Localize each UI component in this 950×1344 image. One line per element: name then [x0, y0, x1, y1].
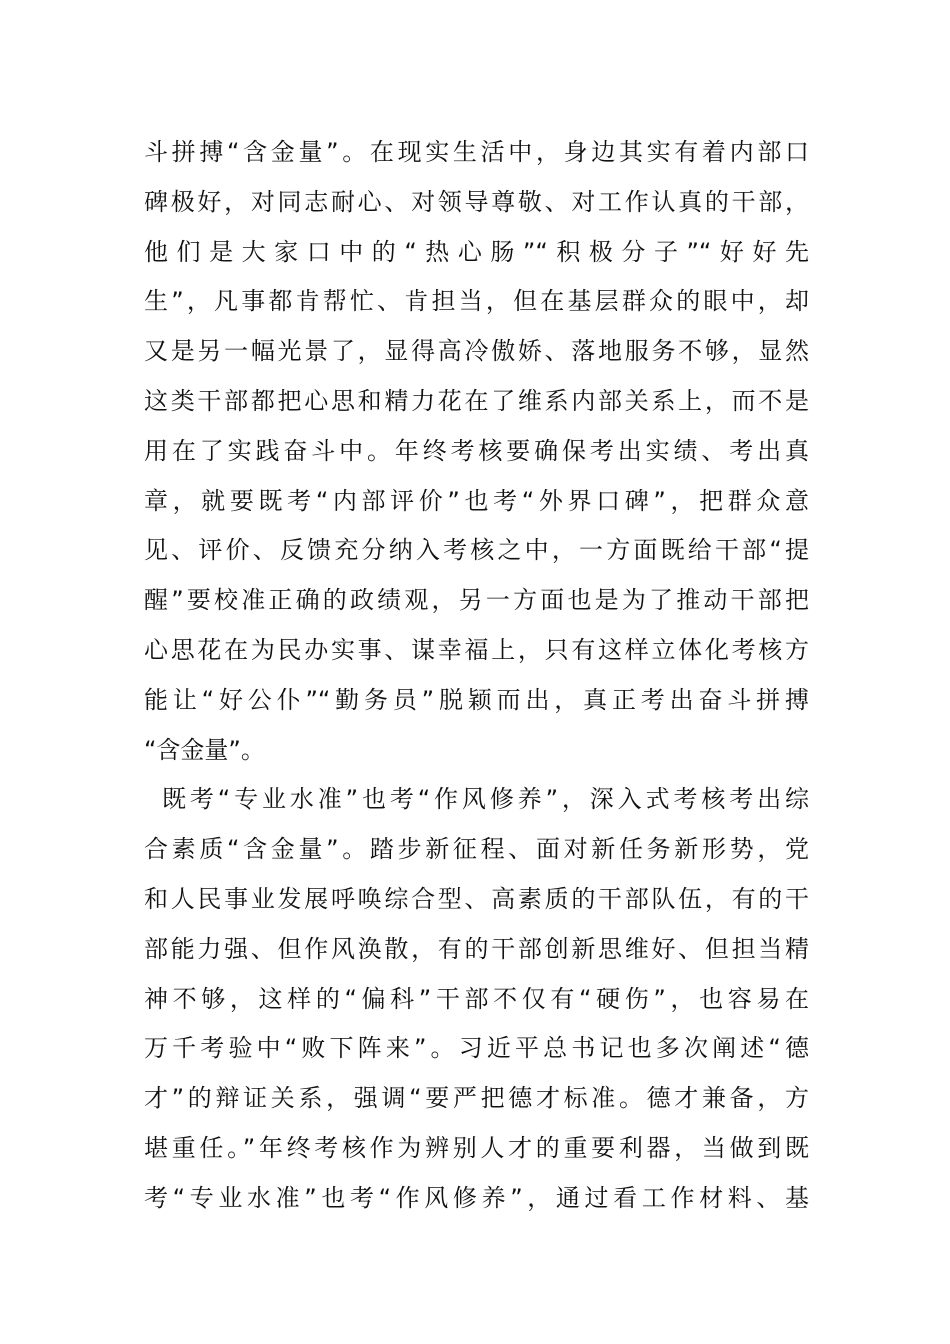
document-body — [144, 128, 809, 1224]
text-line: 合素质“含金量”。踏步新征程、面对新任务新形势，党 — [144, 835, 809, 864]
text-line: 斗拼搏“含金量”。在现实生活中，身边其实有着内部口 — [144, 138, 809, 166]
text-line: 又是另一幅光景了，显得高冷傲娇、落地服务不够，显然 — [144, 337, 809, 366]
text-line: 神不够，这样的“偏科”干部不仅有“硬伤”，也容易在 — [144, 984, 809, 1013]
text-line: 和人民事业发展呼唤综合型、高素质的干部队伍，有的干 — [144, 884, 809, 913]
text-line: 见、评价、反馈充分纳入考核之中，一方面既给干部“提 — [144, 536, 809, 565]
text-line: 堪重任。”年终考核作为辨别人才的重要利器，当做到既 — [144, 1133, 809, 1162]
paragraph-1 — [144, 128, 809, 775]
text-line: 万千考验中“败下阵来”。习近平总书记也多次阐述“德 — [144, 1034, 809, 1063]
text-line: 他们是大家口中的“热心肠”“积极分子”“好好先 — [144, 237, 809, 266]
text-line: 这类干部都把心思和精力花在了维系内部关系上，而不是 — [144, 386, 809, 415]
text-line: 用在了实践奋斗中。年终考核要确保考出实绩、考出真 — [144, 436, 809, 465]
text-line: 部能力强、但作风涣散，有的干部创新思维好、但担当精 — [144, 934, 809, 963]
text-line: 既考“专业水准”也考“作风修养”，深入式考核考出综 — [162, 785, 809, 814]
text-line: “含金量”。 — [144, 735, 265, 764]
text-line: 能让“好公仆”“勤务员”脱颖而出，真正考出奋斗拼搏 — [144, 685, 809, 714]
text-line: 碑极好，对同志耐心、对领导尊敬、对工作认真的干部， — [144, 187, 809, 216]
text-line: 章，就要既考“内部评价”也考“外界口碑”，把群众意 — [144, 486, 809, 515]
text-line: 心思花在为民办实事、谋幸福上，只有这样立体化考核方 — [144, 635, 809, 664]
paragraph-2 — [144, 775, 809, 1223]
text-line: 才”的辩证关系，强调“要严把德才标准。德才兼备，方 — [144, 1084, 809, 1113]
text-line: 醒”要校准正确的政绩观，另一方面也是为了推动干部把 — [144, 586, 809, 615]
text-line: 考“专业水准”也考“作风修养”，通过看工作材料、基 — [144, 1183, 809, 1212]
text-line: 生”，凡事都肯帮忙、肯担当，但在基层群众的眼中，却 — [144, 287, 809, 316]
